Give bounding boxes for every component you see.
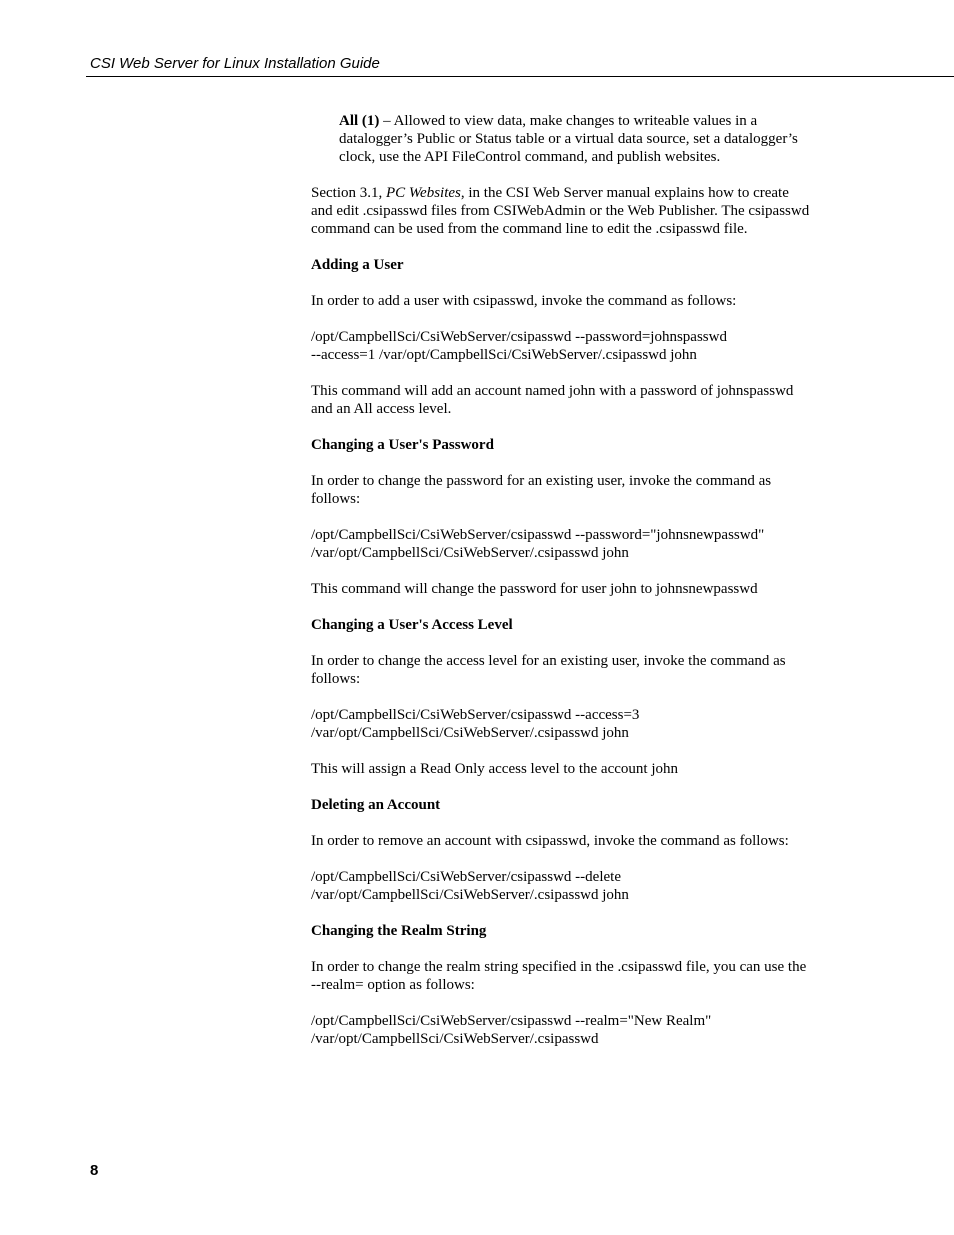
changing-password-command (311, 526, 811, 562)
access-level-all-label: All (1) (339, 113, 380, 129)
heading-changing-access-level: Changing a User's Access Level (311, 617, 513, 633)
section-reference-text: , in the CSI Web Server manual explains how to create and edit .csipasswd files from CSIWebAdmin or the Web Publisher. The csipasswd command can be used from the command line to edit the .csipasswd file. (311, 185, 810, 237)
heading-adding-user: Adding a User (311, 257, 404, 273)
command-line: /opt/CampbellSci/CsiWebServer/csipasswd --realm="New Realm" (311, 1013, 712, 1029)
changing-realm-text: In order to change the realm string specified in the .csipasswd file, you can use the --realm= option as follows: (311, 959, 807, 993)
command-line: /var/opt/CampbellSci/CsiWebServer/.csipasswd (311, 1031, 599, 1047)
adding-user-result: This command will add an account named john with a password of johnspasswd and an All access level. (311, 383, 794, 417)
section-reference-paragraph (311, 184, 811, 238)
access-level-all-paragraph (339, 112, 811, 166)
heading-deleting-account: Deleting an Account (311, 797, 441, 813)
section-prefix: Section 3.1, (311, 185, 386, 201)
section-reference-title: PC Websites (386, 185, 461, 201)
adding-user-text: In order to add a user with csipasswd, invoke the command as follows: (311, 293, 737, 309)
changing-access-command (311, 706, 811, 742)
deleting-account-command (311, 868, 811, 904)
command-line: /opt/CampbellSci/CsiWebServer/csipasswd --password=johnspasswd (311, 329, 727, 345)
changing-access-result: This will assign a Read Only access level to the account john (311, 761, 678, 777)
page-body (311, 112, 811, 1066)
command-line: /var/opt/CampbellSci/CsiWebServer/.csipasswd john (311, 725, 629, 741)
access-level-all-text: – Allowed to view data, make changes to writeable values in a datalogger’s Public or Status table or a virtual data source, set a datalogger’s clock, use the API FileControl command, and publish websites. (339, 113, 798, 165)
heading-changing-realm: Changing the Realm String (311, 923, 487, 939)
changing-password-text: In order to change the password for an existing user, invoke the command as follows: (311, 473, 772, 507)
command-line: /var/opt/CampbellSci/CsiWebServer/.csipasswd john (311, 545, 629, 561)
command-line: /var/opt/CampbellSci/CsiWebServer/.csipasswd john (311, 887, 629, 903)
running-header: CSI Web Server for Linux Installation Guide (90, 55, 380, 72)
changing-password-result: This command will change the password for user john to johnsnewpasswd (311, 581, 758, 597)
command-line: --access=1 /var/opt/CampbellSci/CsiWebServer/.csipasswd john (311, 347, 697, 363)
changing-access-text: In order to change the access level for an existing user, invoke the command as follows: (311, 653, 786, 687)
adding-user-command (311, 328, 811, 364)
deleting-account-text: In order to remove an account with csipasswd, invoke the command as follows: (311, 833, 789, 849)
page-number: 8 (90, 1162, 99, 1179)
header-rule (86, 76, 954, 77)
changing-realm-command (311, 1012, 811, 1048)
command-line: /opt/CampbellSci/CsiWebServer/csipasswd --password="johnsnewpasswd" (311, 527, 765, 543)
heading-changing-password: Changing a User's Password (311, 437, 494, 453)
command-line: /opt/CampbellSci/CsiWebServer/csipasswd --access=3 (311, 707, 640, 723)
command-line: /opt/CampbellSci/CsiWebServer/csipasswd --delete (311, 869, 621, 885)
